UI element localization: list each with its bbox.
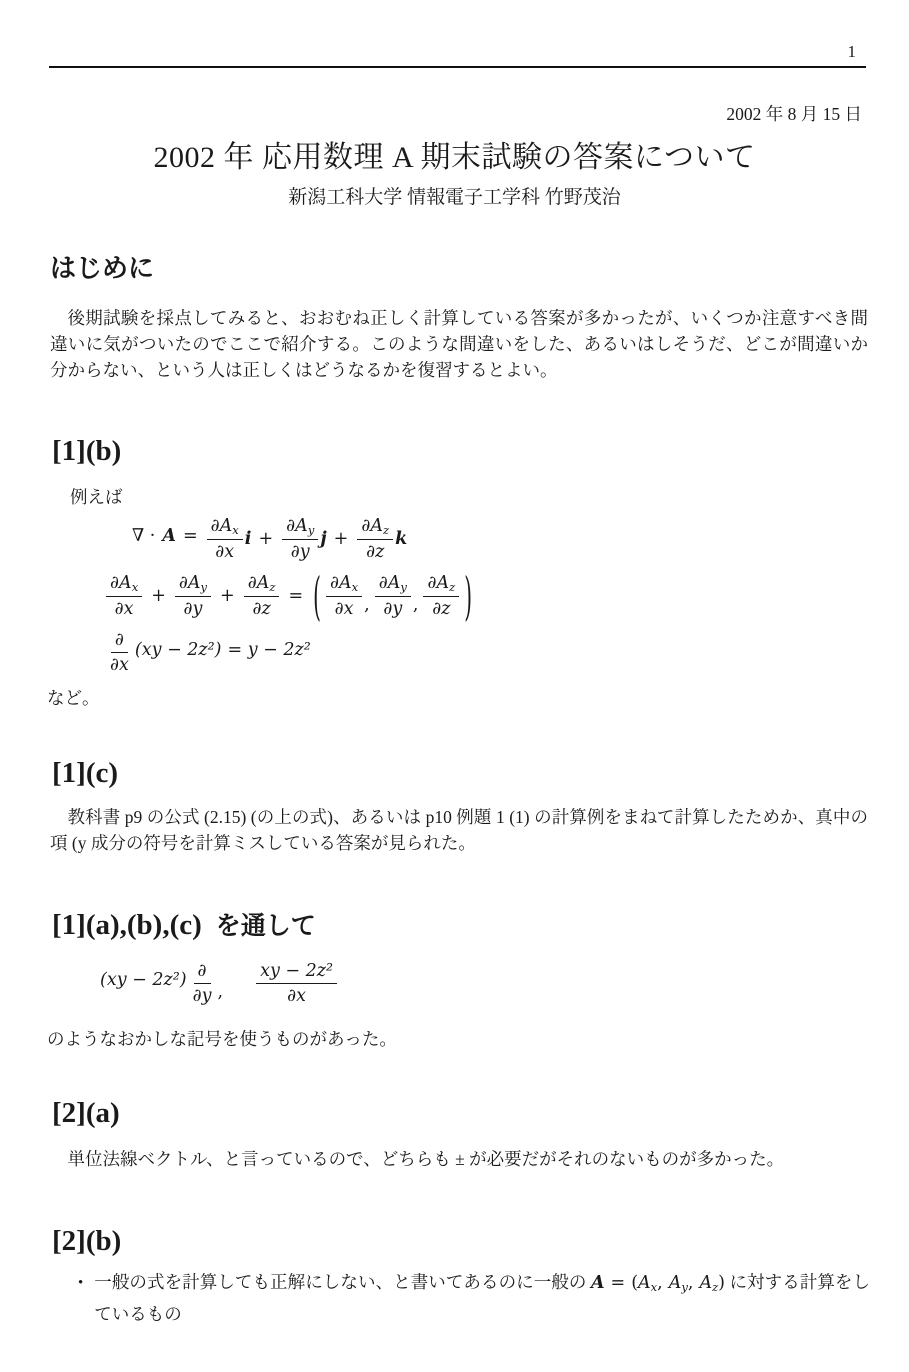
equation-divergence [104,510,475,567]
right-paren: ) [464,564,473,627]
term-y [280,516,327,562]
fraction: $\frac{\partial}{\partial x}$ [110,630,129,675]
left-paren: ( [313,564,321,627]
paragraph-2a: 単位法線ベクトル、と言っているので、どちらも ± が必要だがそれのないものが多かった。 [67,1149,785,1169]
fraction: $\frac{\partial Az}{\partial z}$ [244,573,280,619]
comma: , [217,982,224,1002]
doc-date: 2002 年 8 月 15 日 [726,104,862,124]
equation-sum-tuple [104,564,475,627]
intro-paragraph: 後期試験を採点してみると、おおむね正しく計算している答案が多かったが、いくつか注意すべき間違いに気がついたのでここで紹介する。このような間違いをした、あるいはしそうだ、どこが間違いか分からない、という人は正しくはどうなるかを復習するとよい。 [50,308,868,380]
lead-text-1b: 例えば [70,487,123,507]
bullet-icon: • [78,1275,84,1291]
page-number: 1 [847,42,856,61]
nabla-dot-operator: ∇ · [132,525,156,546]
plus-sign: + [151,585,166,606]
fraction: $\frac{\partial Ay}{\partial y}$ [282,516,318,562]
fraction: $\frac{\partial Ay}{\partial y}$ [375,573,411,619]
fraction: $\frac{\text{xy − 2z²}}{\partial x}$ [256,961,337,1006]
fraction: $\frac{\partial Ax}{\partial x}$ [207,516,243,562]
equation-partial-example [104,624,475,681]
plus-sign: + [258,528,274,549]
math-display-1b [104,510,475,681]
plus-sign: + [333,528,349,549]
expression: (xy − 2z²) [100,970,187,990]
heading-text-part: を通して [215,912,316,940]
fraction: $\frac{\partial Ax}{\partial x}$ [106,573,142,619]
section-heading-2a: [2](a) [52,1097,120,1129]
list-item [78,1269,870,1328]
unit-vector-k: k [395,528,408,549]
section-heading-2b: [2](b) [52,1225,122,1257]
fraction: $\frac{\partial Az}{\partial z}$ [423,573,459,619]
doc-title: 2002 年 応用数理 A 期末試験の答案について [153,141,756,174]
fraction: $\frac{\partial Az}{\partial z}$ [357,516,393,562]
comma: , [412,594,419,615]
outro-text-1abc: のようなおかしな記号を使うものがあった。 [47,1029,397,1049]
section-heading-1abc [52,906,316,942]
term-x [205,516,252,562]
unit-vector-j: j [320,528,327,549]
equation-odd-notation [100,954,339,1012]
heading-math-part: [1](a),(b),(c) [52,909,202,941]
section-heading-1b: [1](b) [52,435,122,467]
inline-math-vector-a: A = (Ax, Ay, Az) [590,1273,725,1294]
expression: (xy − 2z²) [134,639,222,660]
paragraph-1c: 教科書 p9 の公式 (2.15) (の上の式)、あるいは p10 例題 1 (1) の計算例をまねて計算したためか、真中の項 (y 成分の符号を計算ミスしている答案が見られた。 [50,807,868,853]
fraction: $\frac{\partial Ax}{\partial x}$ [326,573,362,619]
fraction: $\frac{\partial}{\partial y}$ [192,960,212,1006]
equals-sign: = [288,585,304,606]
plus-sign: + [220,585,235,606]
expression-rhs: = y − 2z² [227,639,311,660]
math-display-1abc [100,954,339,1012]
header-rule [49,42,866,68]
equals-sign: = [182,525,198,546]
comma: , [364,594,370,615]
outro-text-1b: など。 [47,688,100,708]
fraction: $\frac{\partial Ay}{\partial y}$ [175,573,211,619]
list-item-text: 一般の式を計算しても正解にしない、と書いてあるのに一般の A = (Ax, Ay, Az) に対する計算をしているもの [94,1272,871,1324]
vector-a-symbol: A [162,525,176,546]
section-heading-1c: [1](c) [52,757,119,789]
term-z [355,516,407,562]
doc-author: 新潟工科大学 情報電子工学科 竹野茂治 [288,187,621,208]
section-heading-intro: はじめに [50,253,155,283]
unit-vector-i: i [244,528,252,549]
